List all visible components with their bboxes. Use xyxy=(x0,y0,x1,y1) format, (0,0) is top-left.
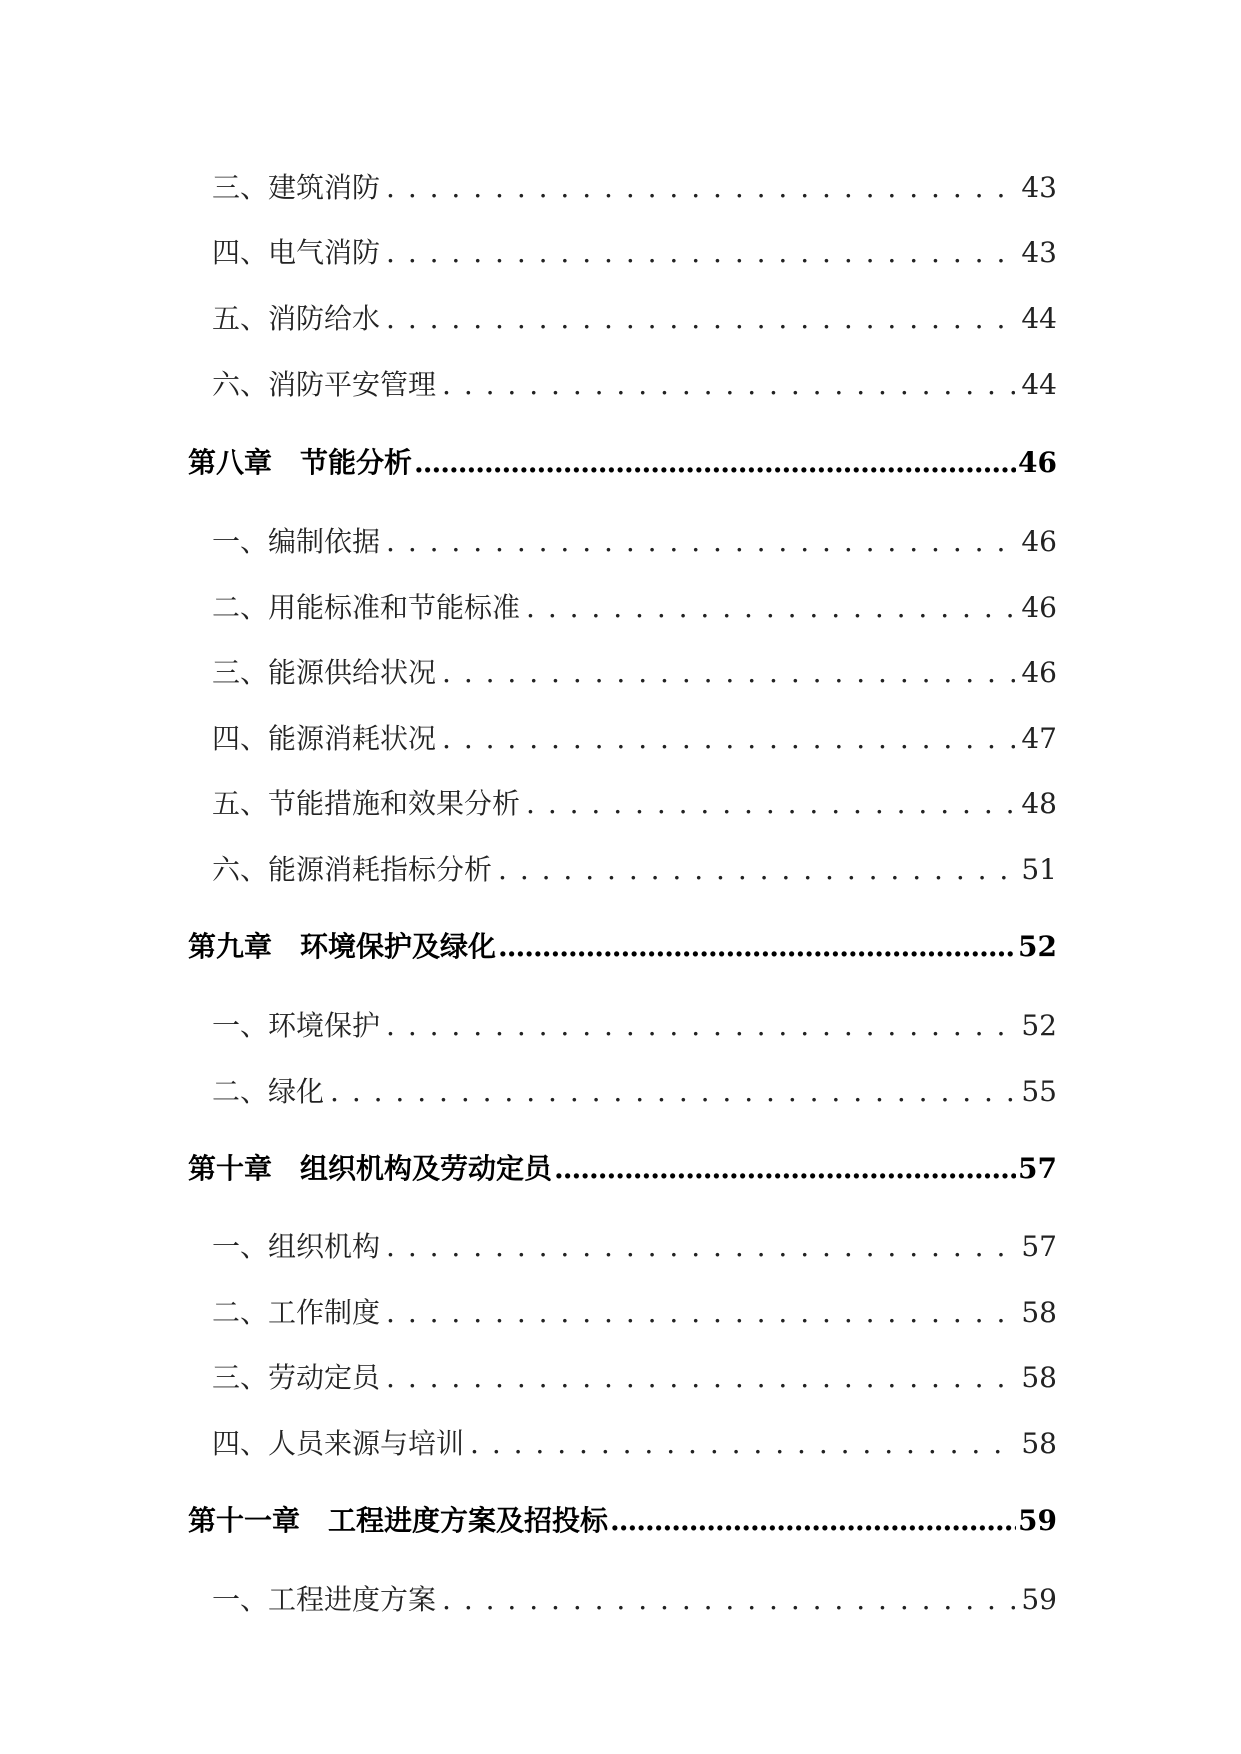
chapter-number: 第九章 xyxy=(188,930,273,963)
toc-entry-page: 52 xyxy=(1018,930,1057,963)
dot-leader xyxy=(386,1230,1015,1263)
dot-leader xyxy=(470,1427,1015,1460)
toc-entry-title: 三、能源供给状况 xyxy=(212,656,437,689)
dot-leader xyxy=(386,302,1015,335)
toc-entry-page: 47 xyxy=(1021,722,1057,755)
dot-leader xyxy=(386,1296,1015,1329)
toc-chapter-entry[interactable] xyxy=(188,925,1057,965)
dot-leader xyxy=(386,1009,1015,1042)
toc-entry-title: 二、绿化 xyxy=(212,1075,325,1108)
dot-leader xyxy=(442,722,1015,755)
dot-leader xyxy=(386,171,1015,204)
toc-entry-page: 58 xyxy=(1021,1427,1057,1460)
toc-entry-page: 43 xyxy=(1021,236,1057,269)
toc-entry-page: 51 xyxy=(1021,853,1057,886)
toc-entry-title: 一、工程进度方案 xyxy=(212,1583,437,1616)
chapter-title: 环境保护及绿化 xyxy=(300,930,497,963)
toc-entry[interactable] xyxy=(212,586,1057,626)
toc-entry-page: 46 xyxy=(1021,525,1057,558)
dot-leader xyxy=(330,1075,1015,1108)
dot-leader xyxy=(386,1361,1015,1394)
toc-entry-title: 一、编制依据 xyxy=(212,525,381,558)
toc-entry[interactable] xyxy=(212,166,1057,206)
toc-chapter-entry[interactable] xyxy=(188,441,1057,481)
toc-entry-page: 58 xyxy=(1021,1296,1057,1329)
toc-entry[interactable] xyxy=(212,782,1057,822)
toc-entry-page: 46 xyxy=(1018,446,1057,479)
toc-entry[interactable] xyxy=(212,231,1057,271)
dot-leader xyxy=(526,787,1015,820)
toc-entry-title: 六、能源消耗指标分析 xyxy=(212,853,493,886)
toc-entry-page: 59 xyxy=(1021,1583,1057,1616)
dot-leader xyxy=(498,930,1016,963)
toc-entry-title: 二、工作制度 xyxy=(212,1296,381,1329)
toc-chapter-entry[interactable] xyxy=(188,1147,1057,1187)
dot-leader xyxy=(442,368,1015,401)
toc-entry-page: 52 xyxy=(1021,1009,1057,1042)
toc-entry-page: 57 xyxy=(1021,1230,1057,1263)
toc-entry-page: 48 xyxy=(1021,787,1057,820)
toc-entry[interactable] xyxy=(212,363,1057,403)
toc-entry-title: 六、消防平安管理 xyxy=(212,368,437,401)
toc-entry-title: 三、劳动定员 xyxy=(212,1361,381,1394)
toc-entry-page: 57 xyxy=(1018,1152,1057,1185)
toc-entry[interactable] xyxy=(212,520,1057,560)
toc-entry-title: 一、组织机构 xyxy=(212,1230,381,1263)
dot-leader xyxy=(498,853,1015,886)
toc-entry[interactable] xyxy=(212,1004,1057,1044)
chapter-title: 节能分析 xyxy=(300,446,413,479)
toc-entry-title: 四、能源消耗状况 xyxy=(212,722,437,755)
toc-entry-page: 44 xyxy=(1021,302,1057,335)
toc-entry-page: 43 xyxy=(1021,171,1057,204)
toc-entry-page: 44 xyxy=(1021,368,1057,401)
toc-entry[interactable] xyxy=(212,848,1057,888)
toc-entry[interactable] xyxy=(212,1578,1057,1618)
toc-entry[interactable] xyxy=(212,1291,1057,1331)
toc-entry-page: 58 xyxy=(1021,1361,1057,1394)
toc-entry-title: 三、建筑消防 xyxy=(212,171,381,204)
dot-leader xyxy=(386,236,1015,269)
chapter-number: 第十章 xyxy=(188,1152,273,1185)
dot-leader xyxy=(526,591,1015,624)
toc-entry[interactable] xyxy=(212,651,1057,691)
toc-entry-title: 四、人员来源与培训 xyxy=(212,1427,465,1460)
toc-entry-page: 59 xyxy=(1018,1504,1057,1537)
toc-entry-title: 五、节能措施和效果分析 xyxy=(212,787,521,820)
toc-entry[interactable] xyxy=(212,1225,1057,1265)
toc-entry-page: 55 xyxy=(1021,1075,1057,1108)
toc-entry-page: 46 xyxy=(1021,656,1057,689)
chapter-number: 第八章 xyxy=(188,446,273,479)
toc-entry[interactable] xyxy=(212,1070,1057,1110)
dot-leader xyxy=(414,446,1016,479)
toc-entry[interactable] xyxy=(212,1422,1057,1462)
toc-entry[interactable] xyxy=(212,297,1057,337)
dot-leader xyxy=(386,525,1015,558)
chapter-title: 工程进度方案及招投标 xyxy=(328,1504,609,1537)
toc-entry-title: 二、用能标准和节能标准 xyxy=(212,591,521,624)
dot-leader xyxy=(442,656,1015,689)
toc-entry[interactable] xyxy=(212,1356,1057,1396)
dot-leader xyxy=(554,1152,1016,1185)
toc-entry[interactable] xyxy=(212,717,1057,757)
dot-leader xyxy=(610,1504,1016,1537)
chapter-number: 第十一章 xyxy=(188,1504,301,1537)
toc-chapter-entry[interactable] xyxy=(188,1499,1057,1539)
toc-entry-page: 46 xyxy=(1021,591,1057,624)
dot-leader xyxy=(442,1583,1015,1616)
toc-entry-title: 四、电气消防 xyxy=(212,236,381,269)
toc-entry-title: 一、环境保护 xyxy=(212,1009,381,1042)
toc-entry-title: 五、消防给水 xyxy=(212,302,381,335)
chapter-title: 组织机构及劳动定员 xyxy=(300,1152,553,1185)
